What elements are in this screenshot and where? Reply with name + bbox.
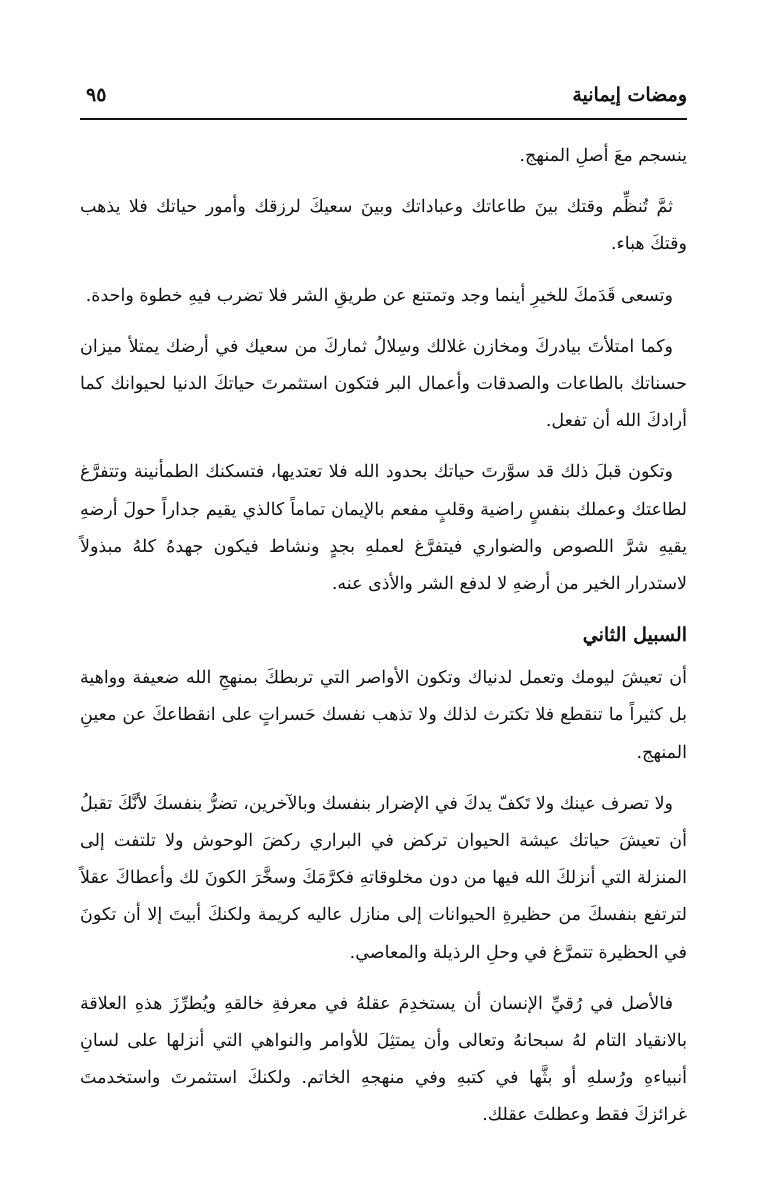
- running-title: ومضات إيمانية: [572, 84, 687, 106]
- page-header: [80, 82, 687, 118]
- paragraph-3: وتسعى قَدَمكَ للخيرِ أينما وجد وتمتنع عن طريقِ الشر فلا تضرب فيهِ خطوة واحدة.: [85, 285, 673, 306]
- paragraph-1: ينسجم معَ أصلِ المنهج.: [519, 146, 687, 166]
- paragraph-8: فالأصل في رُقيِّ الإنسان أن يستخدِمَ عقلهُ في معرفةِ خالقهِ ويُطرِّزَ هذهِ العلاقة بالانقياد التام لهُ سبحانهُ وتعالى وأن يمتثِلَ للأوامر والنواهي التي أنزلها على لسانِ أنبياءهِ ورُسلهِ أو بثَّها في كتبهِ وفي منهجهِ الخاتم. ولكنكَ استثمرتَ واستخدمتَ غرائزكَ فقط وعطلتَ عقلك.: [80, 993, 687, 1126]
- paragraph-5: وتكون قبلَ ذلك قد سوَّرتَ حياتك بحدود الله فلا تعتديها، فتسكنك الطمأنينة وتتفرَّغ لطاعتك وعملك بنفسٍ راضية وقلبٍ مفعم بالإيمان تماماً كالذي يقيم جداراً حولَ أرضهِ يقيهِ شرَّ اللصوص والضواري فيتفرَّغ لعملهِ بجدٍ ونشاط فيكون جهدهُ كلهُ مبذولاً لاستدرار الخير من أرضهِ لا لدفع الشر والأذى عنه.: [80, 462, 687, 595]
- paragraph-4: وكما امتلأتَ بيادركَ ومخازن غلالك وسِلالُ ثماركَ من سعيك في أرضك يمتلأ ميزان حسناتك بالطاعات والصدقات وأعمال البر فتكون استثمرتَ حياتكَ الدنيا لحيوانك كما أرادكَ الله أن تفعل.: [80, 336, 687, 432]
- header-rule: [80, 118, 687, 120]
- paragraph-6: أن تعيشَ ليومك وتعمل لدنياك وتكون الأواصر التي تربطكَ بمنهجِ الله ضعيفة وواهية بل كثيراً ما تنقطع فلا تكترث لذلك ولا تذهب نفسك حَسراتٍ على انقطاعكَ عن معينِ المنهج.: [80, 668, 687, 763]
- book-page: [80, 82, 687, 1149]
- paragraph-7: ولا تصرف عينك ولا تَكفّ يدكَ في الإضرار بنفسك وبالآخرين، تضرُّ بنفسكَ لأنَّكَ تقبلُ أن تعيشَ حياتك عيشة الحيوان تركض في البراري ركضَ الوحوش ولا تلتفت إلى المنزلة التي أنزلكَ الله فيها من دون مخلوقاتهِ فكرَّمَكَ وسخَّرَ الكونَ لك وأعطاكَ عقلاً لترتفع بنفسكَ من حظيرةِ الحيوانات إلى منازل عاليه كريمة ولكنكَ أبيتَ إلا أن تكونَ في الحظيرة تتمرَّغ في وحلِ الرذيلة والمعاصي.: [80, 793, 687, 963]
- section-heading: السبيل الثاني: [582, 624, 687, 647]
- page-number: ٩٥: [86, 84, 107, 106]
- paragraph-2: ثمَّ تُنظِّم وقتك بينَ طاعاتك وعباداتك وبينَ سعيكَ لرزقك وأمور حياتك فلا يذهب وقتكَ هباء.: [80, 197, 687, 255]
